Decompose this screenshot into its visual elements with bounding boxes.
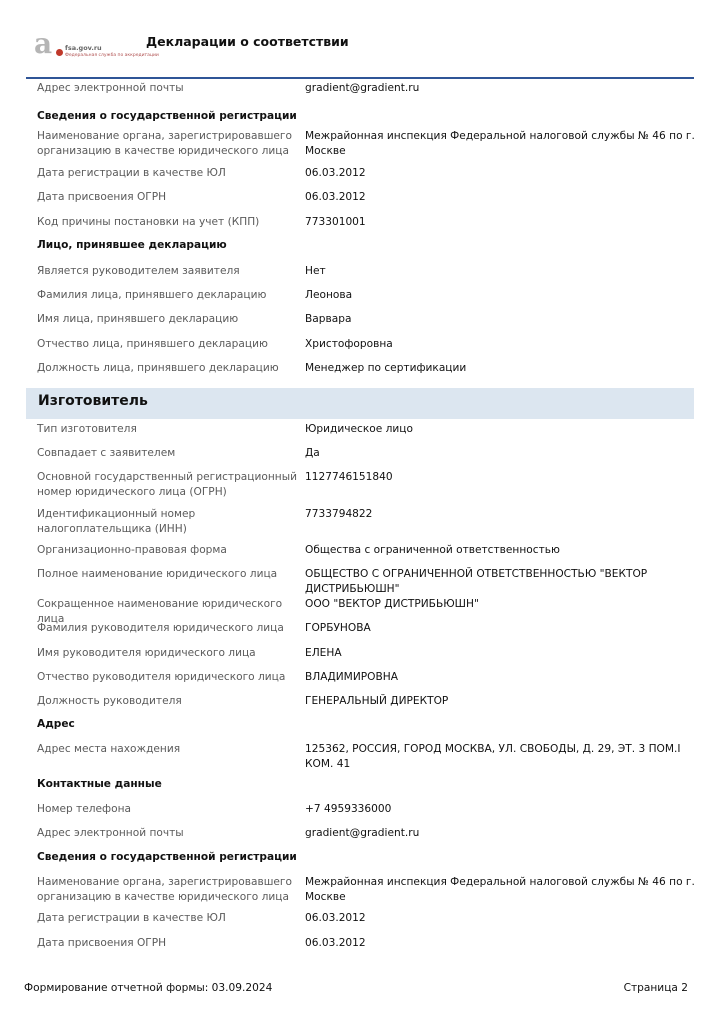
logo-dot-icon [56, 49, 63, 56]
field-value: Межрайонная инспекция Федеральной налоговой службы № 46 по г. Москве [305, 876, 695, 903]
field-value: ЕЛЕНА [305, 647, 342, 659]
page-title: Декларации о соответствии [146, 34, 349, 49]
section-heading-state-registration: Сведения о государственной регистрации [37, 110, 297, 122]
field-value: Христофоровна [305, 338, 393, 350]
field-label: Фамилия руководителя юридического лица [37, 622, 284, 634]
field-value: ГЕНЕРАЛЬНЫЙ ДИРЕКТОР [305, 695, 449, 707]
header-divider [26, 77, 694, 79]
field-label: Адрес электронной почты [37, 827, 184, 839]
section-band-manufacturer [26, 388, 694, 419]
page-header [0, 0, 724, 80]
field-label: Отчество руководителя юридического лица [37, 671, 286, 683]
field-label: Совпадает с заявителем [37, 447, 176, 459]
field-value: Межрайонная инспекция Федеральной налоговой службы № 46 по г. Москве [305, 130, 695, 157]
field-value: ВЛАДИМИРОВНА [305, 671, 398, 683]
field-value: 773301001 [305, 216, 366, 228]
field-label: Адрес электронной почты [37, 82, 184, 94]
field-value: ООО "ВЕКТОР ДИСТРИБЬЮШН" [305, 598, 479, 610]
field-value: 06.03.2012 [305, 191, 366, 203]
field-value: Да [305, 447, 320, 459]
field-label: Наименование органа, зарегистрировавшего организацию в качестве юридического лица [37, 130, 292, 157]
field-label: Организационно-правовая форма [37, 544, 227, 556]
field-label: Дата присвоения ОГРН [37, 937, 167, 949]
field-label: Отчество лица, принявшего декларацию [37, 338, 268, 350]
field-label: Имя руководителя юридического лица [37, 647, 256, 659]
field-label: Наименование органа, зарегистрировавшего организацию в качестве юридического лица [37, 876, 292, 903]
field-value: gradient@gradient.ru [305, 827, 420, 839]
field-label: Имя лица, принявшего декларацию [37, 313, 239, 325]
field-value: Леонова [305, 289, 353, 301]
field-label: Основной государственный регистрационный номер юридического лица (ОГРН) [37, 471, 297, 498]
field-value: Варвара [305, 313, 352, 325]
page-number: Страница 2 [623, 982, 688, 994]
field-value: 06.03.2012 [305, 937, 366, 949]
field-value: Общества с ограниченной ответственностью [305, 544, 560, 556]
field-label: Фамилия лица, принявшего декларацию [37, 289, 267, 301]
section-heading-address: Адрес [37, 718, 75, 730]
field-value: +7 4959336000 [305, 803, 392, 815]
logo-tagline: Федеральная служба по аккредитации [65, 53, 159, 58]
field-value: 7733794822 [305, 508, 373, 520]
section-heading-declarant-person: Лицо, принявшее декларацию [37, 239, 227, 251]
report-generated-date: Формирование отчетной формы: 03.09.2024 [24, 982, 273, 994]
field-value: Нет [305, 265, 326, 277]
field-label: Тип изготовителя [37, 423, 137, 435]
field-label: Должность руководителя [37, 695, 182, 707]
field-value: 06.03.2012 [305, 167, 366, 179]
field-value: ОБЩЕСТВО С ОГРАНИЧЕННОЙ ОТВЕТСТВЕННОСТЬЮ "ВЕКТОР ДИСТРИБЬЮШН" [305, 568, 648, 595]
field-value: gradient@gradient.ru [305, 82, 420, 94]
field-label: Сокращенное наименование юридического лица [37, 598, 283, 625]
field-label: Является руководителем заявителя [37, 265, 240, 277]
field-label: Номер телефона [37, 803, 131, 815]
field-label: Должность лица, принявшего декларацию [37, 362, 279, 374]
field-label: Полное наименование юридического лица [37, 568, 278, 580]
field-label: Дата регистрации в качестве ЮЛ [37, 912, 226, 924]
field-label: Адрес места нахождения [37, 743, 181, 755]
field-label: Дата регистрации в качестве ЮЛ [37, 167, 226, 179]
section-title: Изготовитель [38, 393, 148, 409]
fsa-logo [32, 27, 159, 70]
section-heading-contacts: Контактные данные [37, 778, 162, 790]
field-value: 125362, РОССИЯ, ГОРОД МОСКВА, УЛ. СВОБОДЫ, Д. 29, ЭТ. 3 ПОМ.I КОМ. 41 [305, 743, 681, 770]
field-value: ГОРБУНОВА [305, 622, 371, 634]
field-label: Код причины постановки на учет (КПП) [37, 216, 260, 228]
field-value: 06.03.2012 [305, 912, 366, 924]
field-value: 1127746151840 [305, 471, 393, 483]
logo-site-text: fsa.gov.ru [65, 44, 102, 52]
section-heading-state-registration-2: Сведения о государственной регистрации [37, 851, 297, 863]
fsa-logo-icon: a [34, 27, 53, 60]
field-value: Юридическое лицо [305, 423, 413, 435]
field-value: Менеджер по сертификации [305, 362, 467, 374]
field-label: Дата присвоения ОГРН [37, 191, 167, 203]
field-label: Идентификационный номер налогоплательщика (ИНН) [37, 508, 196, 535]
